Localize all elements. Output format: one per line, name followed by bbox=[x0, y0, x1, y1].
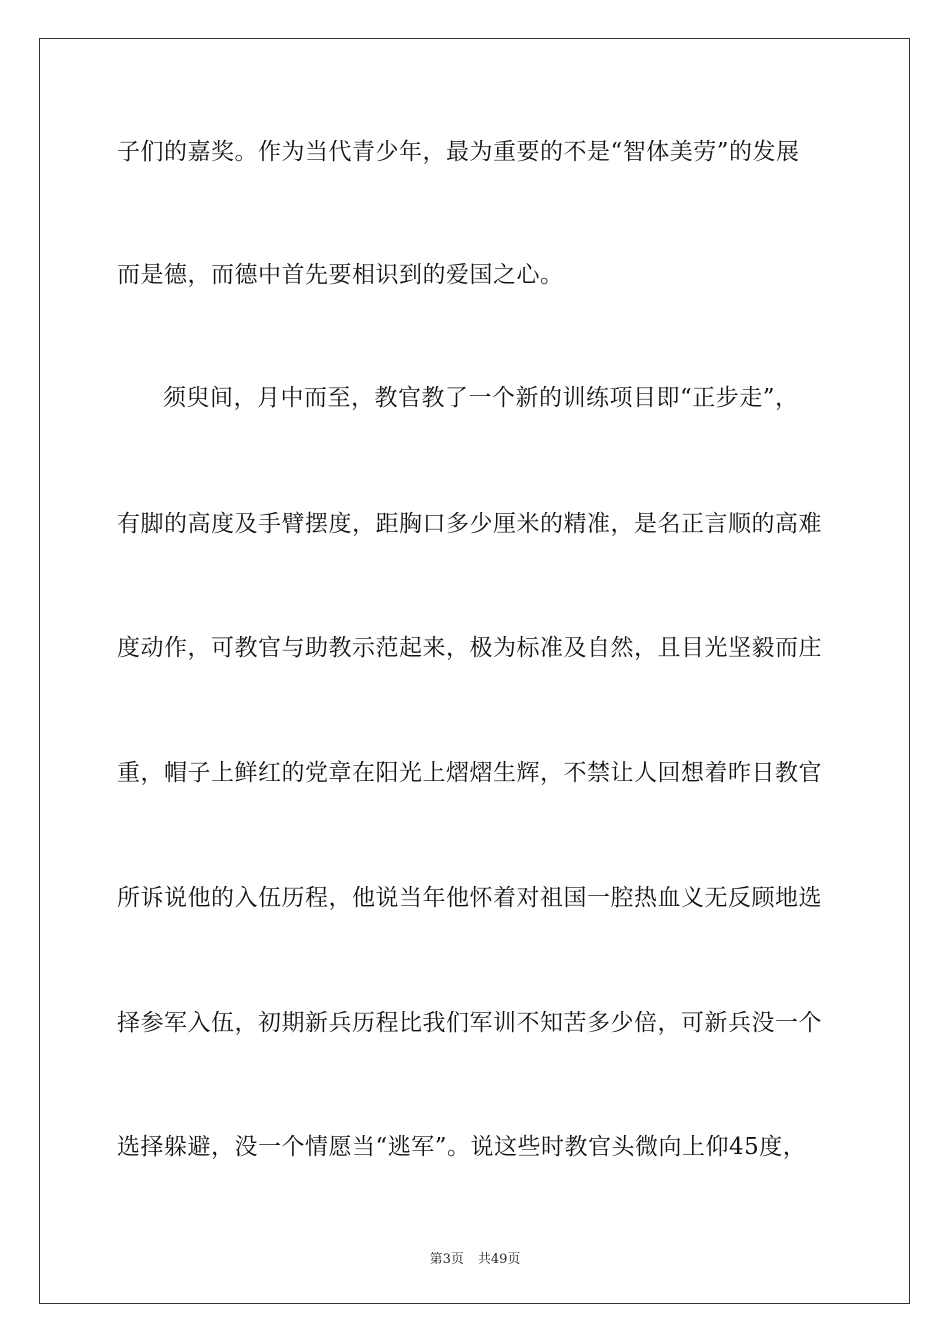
body-line-2: 而是德，而德中首先要相识到的爱国之心。 bbox=[117, 262, 564, 288]
body-line-5: 度动作，可教官与助教示范起来，极为标准及自然，且目光坚毅而庄 bbox=[117, 635, 822, 661]
page-number: 第3页 bbox=[429, 1252, 464, 1267]
page-total: 共49页 bbox=[477, 1252, 521, 1267]
page-footer bbox=[0, 1248, 950, 1267]
body-line-6: 重，帽子上鲜红的党章在阳光上熠熠生辉，不禁让人回想着昨日教官 bbox=[117, 760, 822, 786]
page-frame bbox=[39, 38, 910, 1304]
body-line-7: 所诉说他的入伍历程，他说当年他怀着对祖国一腔热血义无反顾地选 bbox=[117, 885, 822, 911]
body-line-1: 子们的嘉奖。作为当代青少年，最为重要的不是“智体美劳”的发展 bbox=[117, 139, 800, 165]
body-line-9: 选择躲避，没一个情愿当“逃军”。说这些时教官头微向上仰45度， bbox=[117, 1134, 807, 1160]
body-line-4: 有脚的高度及手臂摆度，距胸口多少厘米的精准，是名正言顺的高难 bbox=[117, 511, 822, 537]
body-line-3: 须臾间，月中而至，教官教了一个新的训练项目即“正步走”， bbox=[163, 385, 799, 411]
body-line-8: 择参军入伍，初期新兵历程比我们军训不知苦多少倍，可新兵没一个 bbox=[117, 1010, 822, 1036]
